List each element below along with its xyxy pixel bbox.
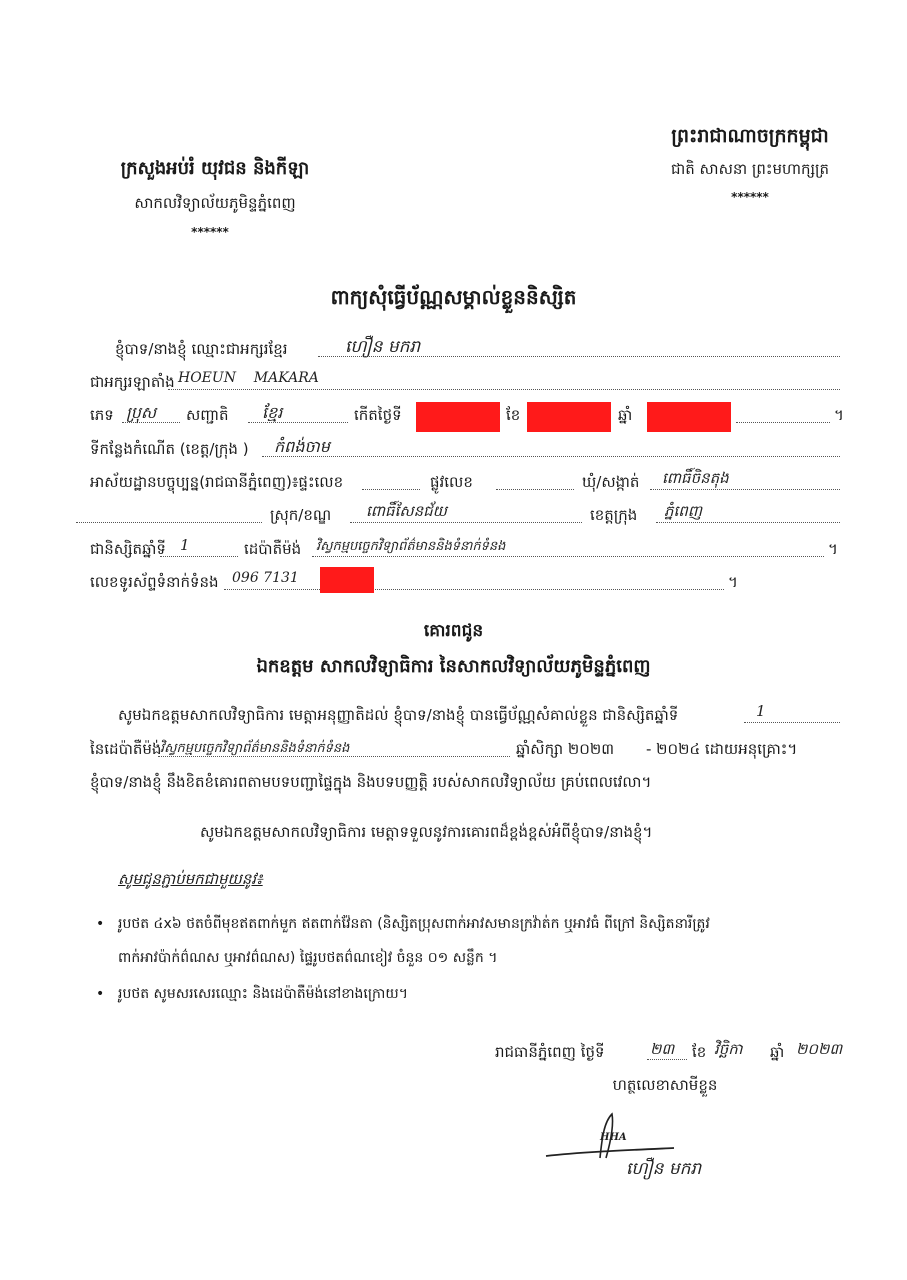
nationality-label: សញ្ជាតិ (186, 406, 229, 424)
university-name: សាកលវិទ្យាល័យភូមិន្ទភ្នំពេញ (134, 194, 296, 212)
ministry-name: ក្រសួងអប់រំ យុវជន និងកីឡា (120, 158, 310, 179)
row8-end: ។ (728, 573, 738, 591)
row7-end: ។ (828, 540, 838, 558)
name-latin-dots (168, 389, 840, 390)
dob-label: កើតថ្ងៃទី (354, 406, 402, 424)
district-value: ពោធិ៍សែនជ័យ (366, 502, 447, 520)
year-student-value: 1 (180, 536, 190, 554)
signature-label: ហត្ថលេខាសាមីខ្លួន (612, 1076, 718, 1094)
year-label: ឆ្នាំ (618, 406, 633, 424)
year-dots (736, 422, 830, 423)
name-kh-value: ហឿន មករា (345, 337, 421, 357)
attachment-item-2: • រូបថត សូមសរសេរឈ្មោះ និងដេប៉ាតឺម៉ង់នៅខាងក្រោយ។ (118, 986, 408, 1003)
paragraph-1b: នៃដេប៉ាតឺម៉ង់ (90, 740, 162, 758)
street-dots (496, 489, 574, 490)
birthplace-value: កំពង់ចាម (274, 437, 330, 456)
phone-value: 096 7131 (232, 570, 299, 586)
signature-mark: HHA (600, 1132, 627, 1143)
sex-label: ភេទ (90, 406, 114, 424)
date-year: ២០២៣ (796, 1040, 843, 1058)
paragraph-3: សូមឯកឧត្តមសាកលវិទ្យាធិការ មេត្តាទទួលនូវការគោរពដ៏ខ្ពង់ខ្ពស់អំពីខ្ញុំបាទ/នាងខ្ញុំ។ (200, 823, 653, 841)
recipient: ឯកឧត្តម សាកលវិទ្យាធិការ នៃសាកលវិទ្យាល័យភូមិន្ទភ្នំពេញ (256, 656, 651, 677)
phone-label: លេខទូរស័ព្ទទំនាក់ទំនង (90, 573, 219, 591)
birthplace-label: ទីកន្លែងកំណើត (ខេត្ត/ក្រុង ) (90, 440, 249, 458)
province-label: ខេត្តក្រុង (590, 506, 638, 524)
date-day: ២៣ (650, 1040, 675, 1058)
attachments-heading: សូមជូនភ្ជាប់មកជាមួយនូវ៖ (118, 870, 263, 888)
document-title: ពាក្យសុំធ្វើប័ណ្ណសម្គាល់ខ្លួននិស្សិត (330, 285, 577, 309)
phone-redaction (320, 567, 374, 593)
department-value: វិស្វកម្មបច្ចេកវិទ្យាព័ត៌មាននិងទំនាក់ទំនង (316, 539, 506, 554)
year-student-label: ជានិស្សិតឆ្នាំទី (90, 540, 166, 558)
paragraph-1-dept: វិស្វកម្មបច្ចេកវិទ្យាព័ត៌មាននិងទំនាក់ទំនង (160, 741, 350, 756)
birthplace-dots (262, 456, 840, 457)
date-month: វិច្ឆិកា (714, 1040, 743, 1058)
respect-heading: គោរពជូន (423, 621, 484, 641)
dob-year-redaction (647, 402, 731, 432)
commune-value: ពោធិ៍ចិនតុង (662, 469, 729, 487)
commune-label: ឃុំ/សង្កាត់ (582, 473, 640, 491)
date-month-label: ខែ (692, 1043, 707, 1061)
attachment-item-1-cont: ពាក់អាវប៉ាក់ព៌ណស ឬអាវព៌ណស) ផ្ទៃរូបថតព៌ណខៀវ ចំនួន ០១ សន្លឹក ។ (118, 950, 498, 966)
street-label: ផ្លូវលេខ (430, 473, 473, 491)
sex-value: ប្រុស (126, 403, 157, 422)
signature-name: ហឿន មករា (626, 1159, 702, 1179)
kingdom-title: ព្រះរាជាណាចក្រកម្ពុជា (671, 125, 829, 147)
year-student-dots (160, 556, 238, 557)
nationality-value: ខ្មែរ (262, 403, 283, 422)
row3-end: ។ (834, 406, 844, 424)
date-year-label: ឆ្នាំ (770, 1043, 785, 1061)
paragraph-1d: - ២០២៤ ដោយអនុគ្រោះ។ (646, 740, 798, 758)
month-label: ខែ (506, 406, 521, 424)
phone-dots (224, 589, 724, 590)
name-kh-label: ខ្ញុំបាទ/នាងខ្ញុំ ឈ្មោះជាអក្សរខ្មែរ (115, 340, 288, 358)
paragraph-2: ខ្ញុំបាទ/នាងខ្ញុំ នឹងខិតខំគោរពតាមបទបញ្ជាផ្ទៃក្នុង និងបទបញ្ញត្តិ របស់សាកលវិទ្យាល័យ គ្រប់ពេលវេលា។ (90, 773, 652, 791)
house-dots (362, 489, 420, 490)
paragraph-1-year: 1 (756, 702, 766, 720)
paragraph-1c: ឆ្នាំសិក្សា ២០២៣ (516, 740, 615, 758)
motto-stars: ****** (731, 190, 769, 204)
name-latin-value: HOEUN MAKARA (178, 370, 319, 386)
name-latin-label: ជាអក្សរឡាតាំង (90, 373, 175, 391)
university-stars: ****** (191, 225, 229, 239)
paragraph-1a: សូមឯកឧត្តមសាកលវិទ្យាធិការ មេត្តាអនុញ្ញាតិដល់ ខ្ញុំបាទ/នាងខ្ញុំ បានធ្វើប័ណ្ណសំគាល់ខ្លួន ជានិស្សិតឆ្នាំទី (118, 706, 679, 724)
province-value: ភ្នំពេញ (664, 502, 703, 520)
dob-month-redaction (527, 402, 611, 432)
dob-day-redaction (416, 402, 500, 432)
district-label: ស្រុក/ខណ្ឌ (270, 506, 332, 524)
national-motto: ជាតិ សាសនា ព្រះមហាក្សត្រ (670, 160, 830, 178)
attachment-item-1: • រូបថត ៤x៦ ថតចំពីមុខឥតពាក់មួក ឥតពាក់វ៉ែនតា (និស្សិតប្រុសពាក់អាវសមានក្រវ៉ាត់ក ឬអាវធំ ពីក្រៅ និស្សិតនារីត្រូវ (118, 916, 710, 933)
department-label: ដេប៉ាតឺម៉ង់ (244, 540, 302, 558)
address-cont-dots (76, 522, 262, 523)
address-label: អាស័យដ្ឋានបច្ចុប្បន្ន(រាជធានីភ្នំពេញ)៖ផ្ទះលេខ (90, 473, 344, 491)
p1-year-dots (744, 722, 840, 723)
date-prefix: រាជធានីភ្នំពេញ ថ្ងៃទី (495, 1043, 605, 1061)
